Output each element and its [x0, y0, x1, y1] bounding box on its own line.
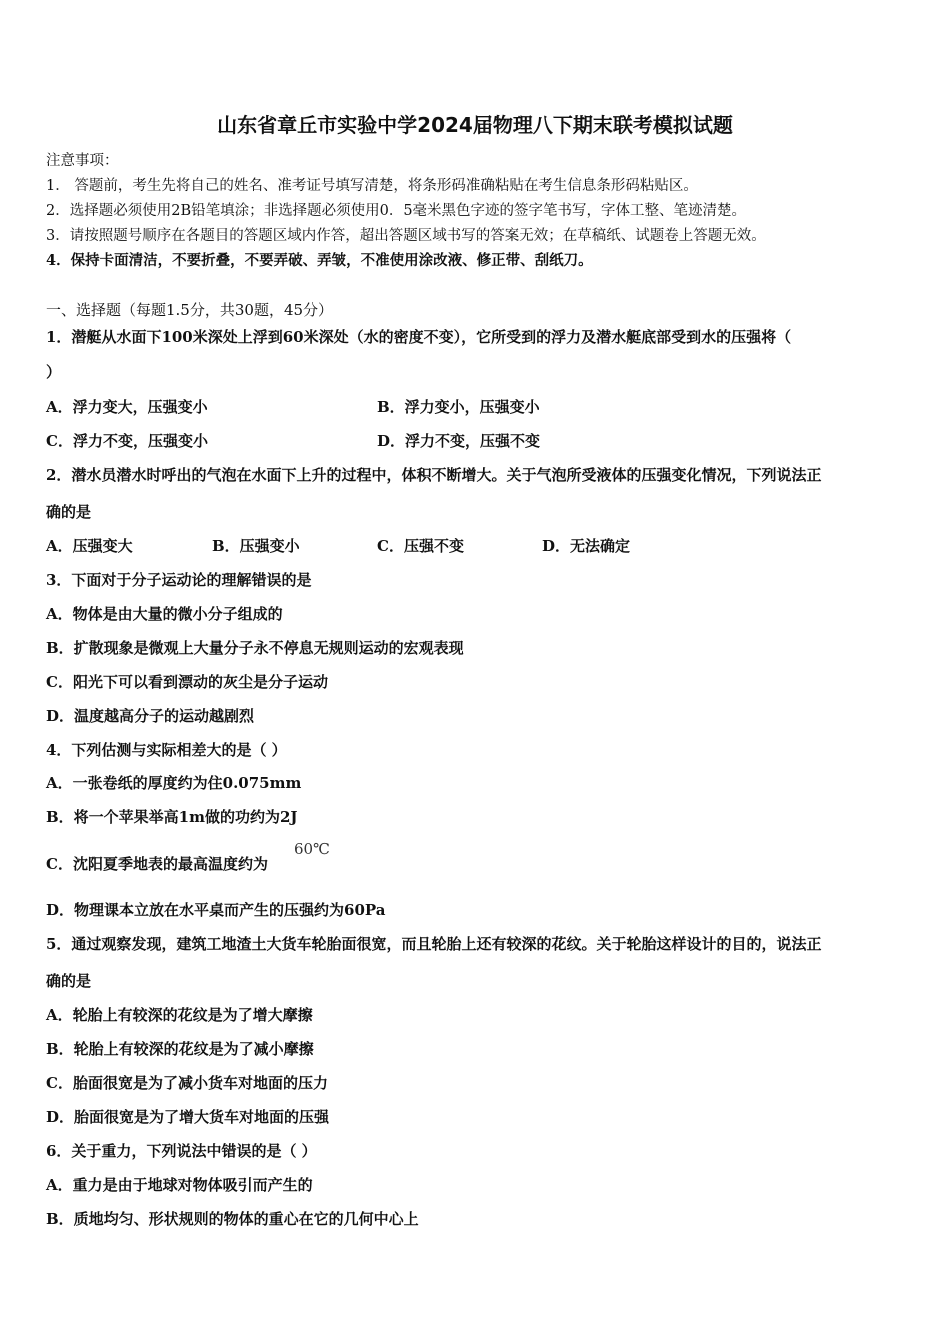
question-6-stem: 6．关于重力，下列说法中错误的是（ ） — [46, 1142, 317, 1160]
question-2-stem: 2．潜水员潜水时呼出的气泡在水面下上升的过程中，体积不断增大。关于气泡所受液体的压强变化情况，下列说法正 — [46, 466, 822, 484]
question-5-option-c: C．胎面很宽是为了减小货车对地面的压力 — [46, 1074, 328, 1092]
question-3-option-c: C．阳光下可以看到漂动的灰尘是分子运动 — [46, 673, 328, 691]
notice-item: 2．选择题必须使用2B铅笔填涂；非选择题必须使用0．5毫米黑色字迹的签字笔书写，字体工整、笔迹清楚。 — [46, 203, 747, 219]
notice-item: 1． 答题前，考生先将自己的姓名、准考证号填写清楚，将条形码准确粘贴在考生信息条形码粘贴区。 — [46, 178, 698, 194]
question-2-option-d: D．无法确定 — [542, 537, 631, 555]
question-5-stem-cont: 确的是 — [46, 972, 92, 990]
question-1-option-d: D．浮力不变，压强不变 — [377, 432, 541, 450]
section-heading: 一、选择题（每题1.5分，共30题，45分） — [46, 301, 334, 319]
question-1-stem: 1．潜艇从水面下100米深处上浮到60米深处（水的密度不变），它所受到的浮力及潜水艇底部受到水的压强将（ — [46, 328, 792, 346]
question-3-option-a: A．物体是由大量的微小分子组成的 — [46, 605, 283, 623]
question-2-option-a: A．压强变大 — [46, 537, 133, 555]
question-6-option-b: B．质地均匀、形状规则的物体的重心在它的几何中心上 — [46, 1210, 419, 1228]
question-5-stem: 5．通过观察发现，建筑工地渣土大货车轮胎面很宽，而且轮胎上还有较深的花纹。关于轮胎这样设计的目的，说法正 — [46, 935, 822, 953]
notice-heading: 注意事项： — [46, 153, 119, 169]
question-3-stem: 3．下面对于分子运动论的理解错误的是 — [46, 571, 312, 589]
question-4-option-c: C．沈阳夏季地表的最高温度约为 — [46, 855, 268, 873]
question-5-option-a: A．轮胎上有较深的花纹是为了增大摩擦 — [46, 1006, 313, 1024]
question-3-option-b: B．扩散现象是微观上大量分子永不停息无规则运动的宏观表现 — [46, 639, 464, 657]
question-4-option-d: D．物理课本立放在水平桌而产生的压强约为60Pa — [46, 901, 386, 919]
question-4-option-a: A．一张卷纸的厚度约为住0.075mm — [46, 774, 302, 792]
question-4-stem: 4．下列估测与实际相差大的是（ ） — [46, 741, 287, 759]
question-2-stem-cont: 确的是 — [46, 503, 92, 521]
temperature-value: 60℃ — [294, 840, 330, 858]
notice-item: 3．请按照题号顺序在各题目的答题区域内作答，超出答题区域书写的答案无效；在草稿纸、试题卷上答题无效。 — [46, 228, 766, 244]
question-6-option-a: A．重力是由于地球对物体吸引而产生的 — [46, 1176, 313, 1194]
question-1-option-b: B．浮力变小，压强变小 — [377, 398, 540, 416]
page-title: 山东省章丘市实验中学2024届物理八下期末联考模拟试题 — [217, 113, 733, 137]
question-2-option-b: B．压强变小 — [212, 537, 300, 555]
question-1-option-c: C．浮力不变，压强变小 — [46, 432, 208, 450]
question-5-option-d: D．胎面很宽是为了增大货车对地面的压强 — [46, 1108, 330, 1126]
question-2-option-c: C．压强不变 — [377, 537, 464, 555]
question-5-option-b: B．轮胎上有较深的花纹是为了减小摩擦 — [46, 1040, 314, 1058]
question-1-option-a: A．浮力变大，压强变小 — [46, 398, 208, 416]
notice-item: 4．保持卡面清洁，不要折叠，不要弄破、弄皱，不准使用涂改液、修正带、刮纸刀。 — [46, 252, 593, 269]
question-1-stem-cont: ） — [46, 363, 62, 381]
question-3-option-d: D．温度越高分子的运动越剧烈 — [46, 707, 255, 725]
question-4-option-b: B．将一个苹果举高1m做的功约为2J — [46, 808, 298, 826]
